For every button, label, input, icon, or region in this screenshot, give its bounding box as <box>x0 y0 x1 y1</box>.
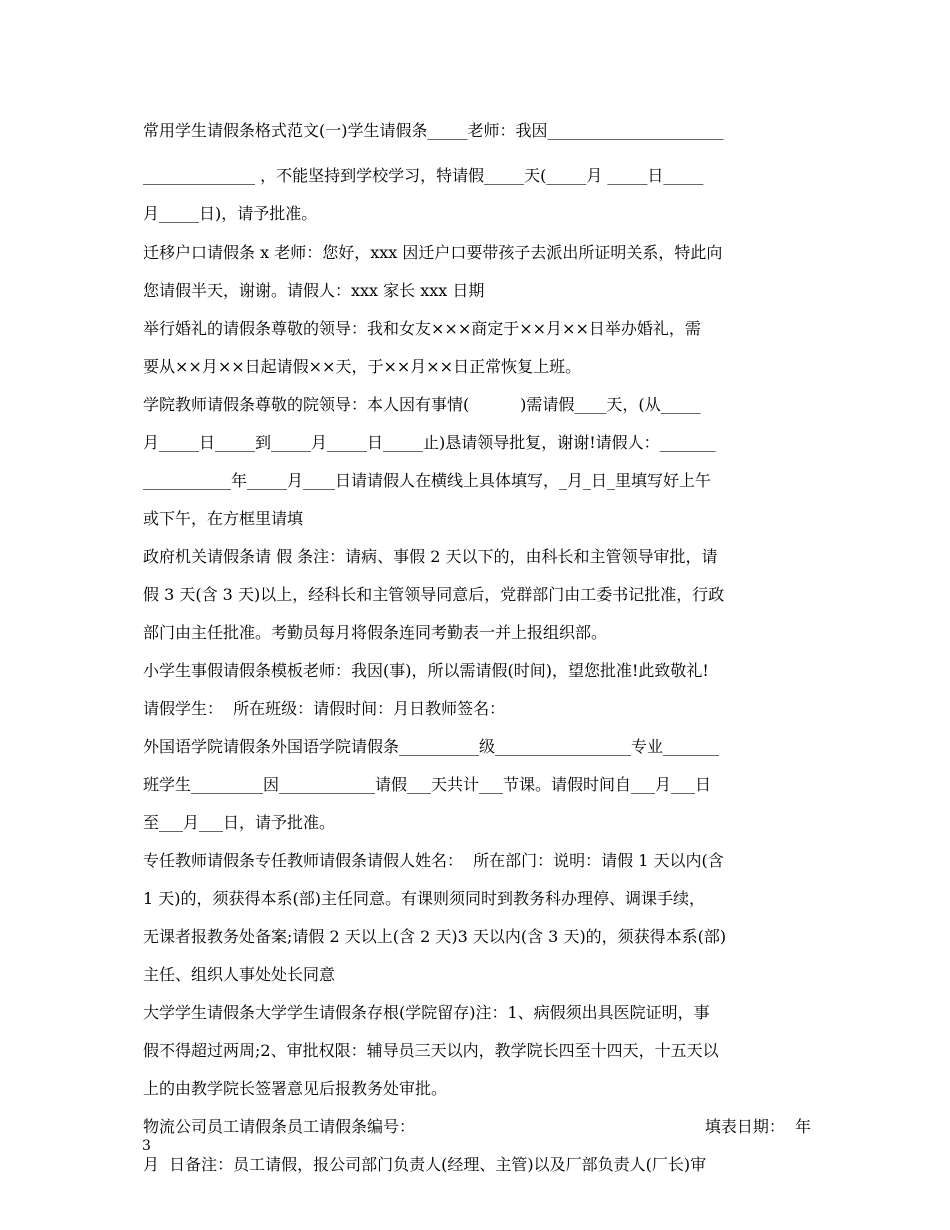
line-text: 无课者报教务处备案;请假 2 天以上(含 2 天)3 天以内(含 3 天)的，须获得本系(部) <box>143 927 727 946</box>
line-text: 小学生事假请假条模板老师：我因(事)，所以需请假(时间)，望您批准!此致敬礼! <box>143 661 709 680</box>
text-line <box>143 770 811 800</box>
text-line <box>143 580 811 610</box>
text-line <box>143 1150 811 1180</box>
text-line <box>143 618 811 648</box>
line-text: 外国语学院请假条外国语学院请假条__________级_________________专业_______ <box>143 737 720 756</box>
text-line <box>143 656 811 686</box>
line-text: 迁移户口请假条 x 老师：您好，xxx 因迁户口要带孩子去派出所证明关系，特此向 <box>143 243 723 262</box>
line-text: 主任、组织人事处处长同意 <box>143 965 336 984</box>
text-line <box>143 238 811 268</box>
text-line <box>143 390 811 420</box>
line-text: 月_____日_____到_____月_____日_____止)恳请领导批复，谢谢!请假人：_______ <box>143 433 716 452</box>
line-text: 常用学生请假条格式范文(一)学生请假条_____老师：我因______________________ <box>143 121 724 140</box>
text-line <box>143 466 811 496</box>
text-line <box>143 922 811 952</box>
line-text: 假不得超过两周;2、审批权限：辅导员三天以内，教学院长四至十四天，十五天以 <box>143 1041 719 1060</box>
text-line <box>143 732 811 762</box>
text-line <box>143 1074 811 1104</box>
line-text: 部门由主任批准。考勤员每月将假条连同考勤表一并上报组织部。 <box>143 623 608 642</box>
line-text: 政府机关请假条请 假 条注：请病、事假 2 天以下的，由科长和主管领导审批，请 <box>143 547 718 566</box>
text-line <box>143 1036 811 1066</box>
line-text: 学院教师请假条尊敬的院领导：本人因有事情( )需请假____天，(从_____ <box>143 395 701 414</box>
line-text: 大学学生请假条大学学生请假条存根(学院留存)注：1、病假须出具医院证明，事 <box>143 1003 710 1022</box>
text-line <box>143 161 811 191</box>
text-line <box>143 199 811 229</box>
logistics-line-right: 填表日期： 年 <box>704 1117 811 1136</box>
line-text: 专任教师请假条专任教师请假条请假人姓名： 所在部门：说明：请假 1 天以内(含 <box>143 851 724 870</box>
text-line <box>143 998 811 1028</box>
line-text: 1 天)的，须获得本系(部)主任同意。有课则须同时到教务科办理停、调课手续， <box>143 889 705 908</box>
logistics-line <box>143 1112 811 1142</box>
line-text: 班学生_________因____________请假___天共计___节课。请假时间自___月___日 <box>143 775 712 794</box>
text-line <box>143 276 811 306</box>
page-number: 3 <box>142 1138 151 1154</box>
line-text: ___________年_____月____日请请假人在横线上具体填写，_月_日_里填写好上午 <box>143 471 712 490</box>
text-line <box>143 846 811 876</box>
line-text: 请假学生： 所在班级：请假时间：月日教师签名： <box>143 699 506 718</box>
text-line <box>143 808 811 838</box>
line-text: 要从××月××日起请假××天，于××月××日正常恢复上班。 <box>143 357 582 376</box>
text-line <box>143 542 811 572</box>
line-text: 举行婚礼的请假条尊敬的领导：我和女友×××商定于××月××日举办婚礼，需 <box>143 319 701 338</box>
line-text: 上的由教学院长签署意见后报教务处审批。 <box>143 1079 448 1098</box>
line-text: 假 3 天(含 3 天)以上，经科长和主管领导同意后，党群部门由工委书记批准，行政 <box>143 585 725 604</box>
logistics-line-left: 物流公司员工请假条员工请假条编号： <box>143 1117 416 1136</box>
text-line <box>143 428 811 458</box>
document-body <box>143 116 811 1180</box>
line-text: 月 日备注：员工请假，报公司部门负责人(经理、主管)以及厂部负责人(厂长)审 <box>143 1155 707 1174</box>
text-line <box>143 352 811 382</box>
line-text: ______________ ，不能坚持到学校学习，特请假_____天(_____月 _____日_____ <box>143 166 704 185</box>
line-text: 您请假半天，谢谢。请假人：xxx 家长 xxx 日期 <box>143 281 485 300</box>
text-line <box>143 504 811 534</box>
line-text: 或下午，在方框里请填 <box>143 509 304 528</box>
text-line <box>143 116 811 146</box>
text-line <box>143 884 811 914</box>
text-line <box>143 960 811 990</box>
text-line <box>143 314 811 344</box>
line-text: 至___月___日，请予批准。 <box>143 813 336 832</box>
line-text: 月_____日)，请予批准。 <box>143 204 318 223</box>
text-line <box>143 694 811 724</box>
